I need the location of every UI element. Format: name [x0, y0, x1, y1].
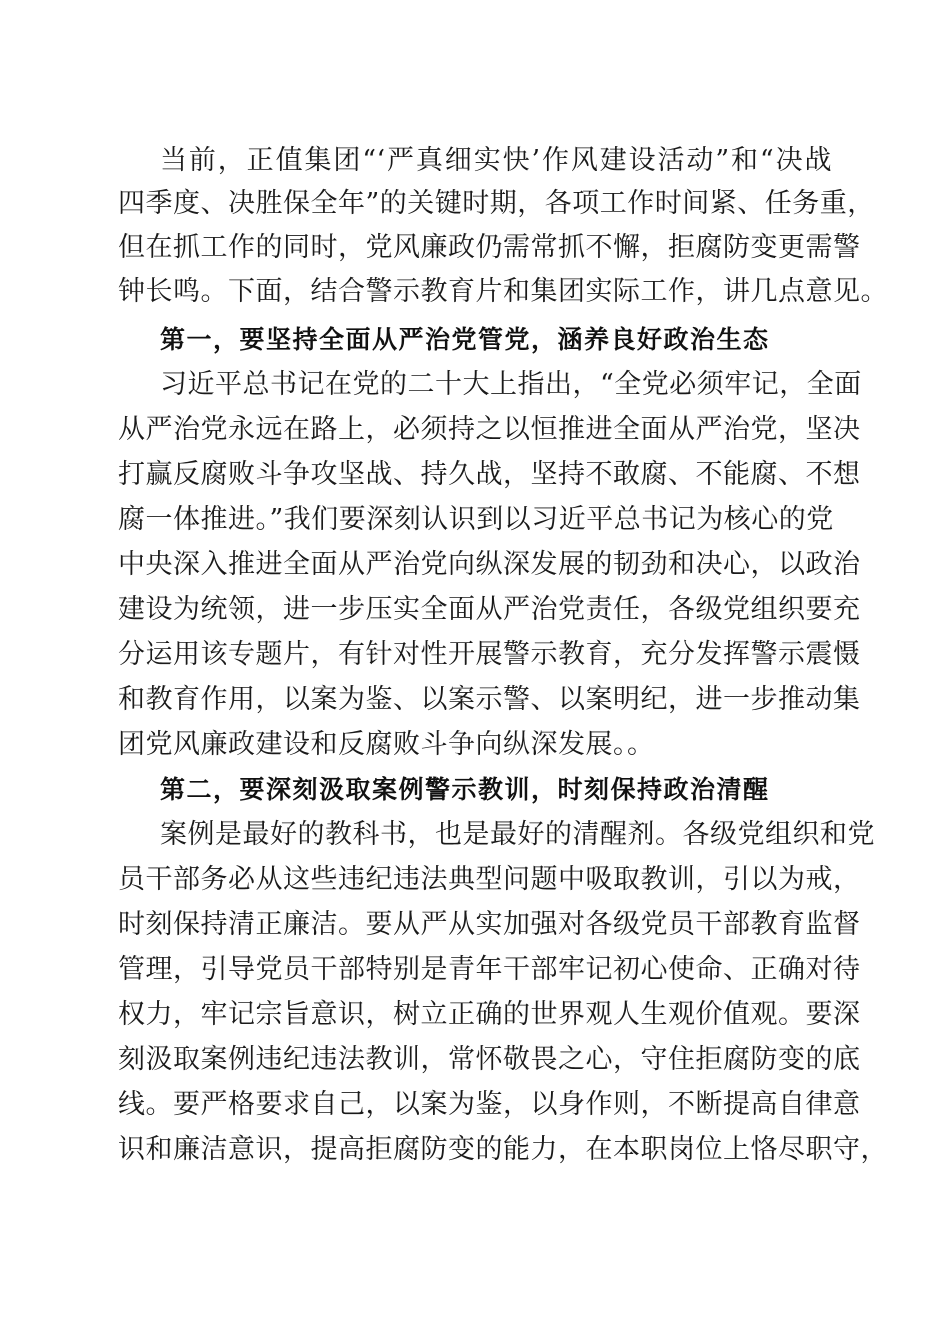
section1-line-5: 中央深入推进全面从严治党向纵深发展的韧劲和决心，以政治	[118, 549, 861, 580]
section1-line-4: 腐一体推进。”我们要深刻认识到以习近平总书记为核心的党	[118, 504, 834, 535]
section1-line-2: 从严治党永远在路上，必须持之以恒推进全面从严治党，坚决	[118, 414, 861, 445]
intro-line-3: 但在抓工作的同时，党风廉政仍需常抓不懈，拒腐防变更需警	[118, 232, 861, 263]
section2-line-5: 权力，牢记宗旨意识，树立正确的世界观人生观价值观。要深	[118, 999, 861, 1030]
section-heading-1: 第一，要坚持全面从严治党管党，涵养良好政治生态	[160, 325, 770, 354]
section1-line-3: 打赢反腐败斗争攻坚战、持久战，坚持不敢腐、不能腐、不想	[118, 459, 861, 490]
section-heading-2: 第二，要深刻汲取案例警示教训，时刻保持政治清醒	[160, 775, 770, 804]
section2-line-3: 时刻保持清正廉洁。要从严从实加强对各级党员干部教育监督	[118, 909, 861, 940]
section2-line-6: 刻汲取案例违纪违法教训，常怀敬畏之心，守住拒腐防变的底	[118, 1044, 861, 1075]
intro-line-4: 钟长鸣。下面，结合警示教育片和集团实际工作，讲几点意见。	[118, 276, 888, 307]
intro-line-1: 当前，正值集团“‘严真细实快’作风建设活动”和“决战	[160, 145, 832, 176]
section2-line-8: 识和廉洁意识，提高拒腐防变的能力，在本职岗位上恪尽职守，	[118, 1134, 888, 1165]
section2-line-4: 管理，引导党员干部特别是青年干部牢记初心使命、正确对待	[118, 954, 861, 985]
section1-line-8: 和教育作用，以案为鉴、以案示警、以案明纪，进一步推动集	[118, 684, 861, 715]
intro-line-2: 四季度、决胜保全年”的关键时期，各项工作时间紧、任务重，	[118, 188, 875, 219]
section2-line-2: 员干部务必从这些违纪违法典型问题中吸取教训，引以为戒，	[118, 864, 861, 895]
section2-line-1: 案例是最好的教科书，也是最好的清醒剂。各级党组织和党	[160, 819, 875, 850]
section2-line-7: 线。要严格要求自己，以案为鉴，以身作则，不断提高自律意	[118, 1089, 861, 1120]
section1-line-9: 团党风廉政建设和反腐败斗争向纵深发展。。	[118, 729, 655, 760]
section1-line-6: 建设为统领，进一步压实全面从严治党责任，各级党组织要充	[118, 594, 861, 625]
section1-line-7: 分运用该专题片，有针对性开展警示教育，充分发挥警示震慑	[118, 639, 861, 670]
section1-line-1: 习近平总书记在党的二十大上指出，“全党必须牢记，全面	[160, 369, 862, 400]
